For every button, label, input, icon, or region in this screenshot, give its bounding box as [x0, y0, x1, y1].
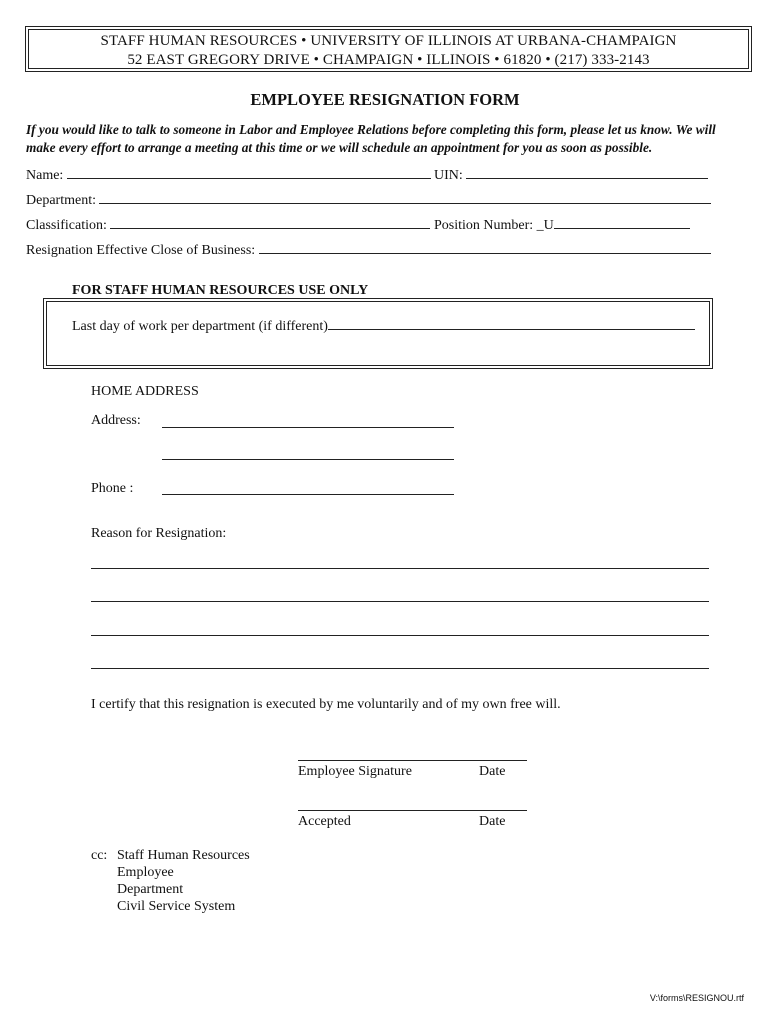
position-field[interactable]	[434, 216, 690, 234]
phone-label: Phone :	[91, 481, 134, 496]
position-label: Position Number:	[434, 218, 534, 233]
employee-date-label: Date	[479, 764, 506, 779]
accepted-signature-line[interactable]	[298, 810, 527, 811]
address-line-2[interactable]	[162, 459, 454, 460]
uin-label: UIN:	[434, 168, 463, 183]
name-line[interactable]	[67, 166, 431, 179]
classification-line[interactable]	[110, 216, 430, 229]
header-line-2: 52 EAST GREGORY DRIVE • CHAMPAIGN • ILLINOIS • 61820 • (217) 333-2143	[127, 52, 650, 68]
reason-line-2[interactable]	[91, 601, 709, 602]
reason-line-4[interactable]	[91, 668, 709, 669]
address-line-1[interactable]	[162, 427, 454, 428]
accepted-date-label: Date	[479, 814, 506, 829]
classification-field[interactable]	[26, 216, 430, 234]
cc-item: Staff Human Resources	[117, 848, 250, 863]
hr-heading: FOR STAFF HUMAN RESOURCES USE ONLY	[72, 283, 369, 298]
employee-signature-label: Employee Signature	[298, 764, 412, 779]
address-label: Address:	[91, 413, 141, 428]
file-path-footer: V:\forms\RESIGNOU.rtf	[649, 993, 744, 1003]
last-day-label: Last day of work per department (if different)	[72, 319, 328, 334]
form-title: EMPLOYEE RESIGNATION FORM	[250, 90, 520, 109]
position-line[interactable]	[554, 216, 690, 229]
cc-item: Department	[117, 882, 184, 897]
certify-text: I certify that this resignation is executed by me voluntarily and of my own free will.	[91, 697, 561, 712]
department-label: Department:	[26, 193, 96, 208]
reason-line-1[interactable]	[91, 568, 709, 569]
name-field[interactable]	[26, 166, 431, 184]
last-day-field[interactable]	[72, 317, 695, 335]
uin-line[interactable]	[466, 166, 708, 179]
accepted-label: Accepted	[298, 814, 351, 829]
employee-signature-line[interactable]	[298, 760, 527, 761]
cc-label: cc:	[91, 848, 108, 863]
header-line-1: STAFF HUMAN RESOURCES • UNIVERSITY OF ILLINOIS AT URBANA-CHAMPAIGN	[100, 33, 677, 49]
reason-label: Reason for Resignation:	[91, 526, 227, 541]
cc-item: Civil Service System	[117, 899, 236, 914]
header-box	[25, 26, 752, 72]
home-heading: HOME ADDRESS	[91, 384, 199, 399]
department-field[interactable]	[26, 191, 711, 209]
department-line[interactable]	[99, 191, 711, 204]
classification-label: Classification:	[26, 218, 107, 233]
last-day-line[interactable]	[328, 317, 695, 330]
position-prefix: _U	[536, 218, 554, 233]
form-intro: If you would like to talk to someone in Labor and Employee Relations before completing this form, please let us know. We will make every effort to arrange a meeting at this time or we will schedule an appointment for you as soon as possible.	[26, 122, 716, 155]
name-label: Name:	[26, 168, 64, 183]
effective-field[interactable]	[26, 241, 711, 259]
reason-line-3[interactable]	[91, 635, 709, 636]
uin-field[interactable]	[434, 166, 708, 184]
effective-label: Resignation Effective Close of Business:	[26, 243, 256, 258]
phone-line[interactable]	[162, 494, 454, 495]
cc-item: Employee	[117, 865, 174, 880]
effective-line[interactable]	[259, 241, 711, 254]
